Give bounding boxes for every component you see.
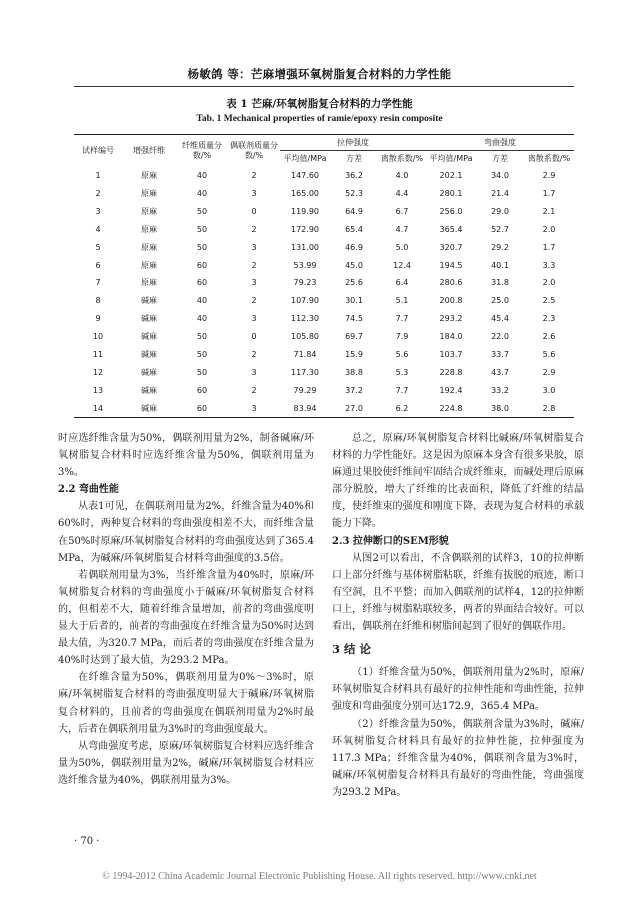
- table-cell: 2.5: [542, 296, 556, 306]
- table-cell: 3: [251, 278, 257, 288]
- table-cell: 3: [251, 314, 257, 324]
- table-cell: 184.0: [439, 332, 463, 342]
- properties-table: [74, 134, 574, 418]
- table-cell: 5.6: [395, 350, 409, 360]
- table-cell: 2: [251, 260, 257, 270]
- table-cell: 131.00: [291, 242, 319, 252]
- paragraph: 时应选纤维含量为50%，偶联剂用量为2%，制备碱麻/环氧树脂复合材料时应选纤维含量为50%，偶联剂用量为3%。: [58, 433, 314, 479]
- table-cell: 21.4: [491, 189, 509, 199]
- header-rule: [74, 86, 574, 87]
- table-cell: 52.3: [345, 189, 363, 199]
- table-cell: 60: [196, 278, 208, 288]
- table-cell: 碱麻: [141, 367, 157, 377]
- table-cell: 10: [92, 332, 104, 342]
- table-cell: 5.0: [395, 242, 409, 252]
- table-cell: 5.1: [395, 296, 409, 306]
- table-cell: 7.7: [395, 314, 409, 324]
- paragraph: （2）纤维含量为50%，偶联剂含量为3%时，碱麻/环氧树脂复合材料具有最好的拉伸性能，拉伸强度为117.3 MPa；纤维含量为40%，偶联剂含量为3%时，碱麻/环氧树脂复合材料具有最好的弯曲性能，弯曲强度为293.2 MPa。: [332, 718, 584, 798]
- table-cell: 4.0: [395, 171, 409, 181]
- group-head-flexural: 弯曲强度: [426, 135, 574, 151]
- table-cell: 202.1: [439, 171, 463, 181]
- col-head-fiber: 增强纤维: [122, 135, 176, 168]
- table-cell: 2.9: [542, 367, 556, 377]
- table-cell: 2.3: [542, 314, 556, 324]
- table-row: [74, 203, 574, 221]
- table-cell: 256.0: [439, 206, 463, 216]
- table-cell: 65.4: [345, 224, 363, 234]
- col-head-id: 试样编号: [74, 135, 122, 168]
- table-cell: 5: [95, 242, 101, 252]
- left-column: [58, 430, 314, 789]
- paragraph: 从表1可见，在偶联剂用量为2%，纤维含量为40%和60%时，两种复合材料的弯曲强度相差不大，而纤维含量在50%时原麻/环氧树脂复合材料的弯曲强度达到了365.4 MPa，为碱麻/环氧树脂复合材料弯曲强度的3.5倍。: [58, 501, 314, 564]
- table-cell: 1.7: [542, 242, 556, 252]
- table-row: [74, 221, 574, 239]
- page-number: · 70 ·: [74, 836, 100, 847]
- table-cell: 33.2: [491, 385, 509, 395]
- table-cell: 117.30: [291, 367, 319, 377]
- table-cell: 原麻: [141, 189, 157, 199]
- table-cell: 2.1: [542, 206, 556, 216]
- table-cell: 36.2: [345, 171, 363, 181]
- table-row: [74, 328, 574, 346]
- table-cell: 50: [196, 367, 208, 377]
- table-cell: 119.90: [291, 206, 319, 216]
- table-cell: 6.4: [395, 278, 409, 288]
- table-cell: 365.4: [439, 224, 463, 234]
- table-cell: 原麻: [141, 224, 157, 234]
- table-cell: 40: [196, 189, 208, 199]
- table-cell: 碱麻: [141, 296, 157, 306]
- table-cell: 2: [251, 171, 257, 181]
- table-cell: 6.2: [378, 400, 426, 418]
- table-cell: 7.9: [395, 332, 409, 342]
- table-cell: 3: [95, 206, 101, 216]
- table-cell: 40.1: [491, 260, 509, 270]
- table-cell: 38.8: [345, 367, 363, 377]
- table-cell: 碱麻: [141, 314, 157, 324]
- table-row: [74, 292, 574, 310]
- table-cell: 40: [196, 171, 208, 181]
- table-cell: 原麻: [141, 242, 157, 252]
- section-heading-2-3: 2.3 拉伸断口的SEM形貌: [332, 535, 449, 547]
- table-cell: 13: [92, 385, 104, 395]
- table-cell: 280.1: [439, 189, 463, 199]
- table-cell: 4.7: [395, 224, 409, 234]
- table-cell: 79.29: [293, 385, 317, 395]
- table-cell: 2.0: [542, 224, 556, 234]
- table-cell: 60: [196, 385, 208, 395]
- col-head-t-disc: 离散系数/%: [380, 154, 424, 164]
- table-cell: 53.99: [293, 260, 317, 270]
- table-cell: 3: [251, 189, 257, 199]
- table-cell: 3: [228, 400, 280, 418]
- section-heading-2-2: 2.2 弯曲性能: [58, 484, 119, 496]
- table-cell: 34.0: [491, 171, 509, 181]
- table-cell: 9: [95, 314, 101, 324]
- table-row: [74, 185, 574, 203]
- table-cell: 50: [196, 224, 208, 234]
- table-cell: 3: [251, 242, 257, 252]
- table-row: [74, 346, 574, 364]
- table-cell: 172.90: [291, 224, 319, 234]
- table-cell: 原麻: [141, 206, 157, 216]
- table-cell: 1.7: [542, 189, 556, 199]
- table-cell: 31.8: [491, 278, 509, 288]
- table-cell: 37.2: [345, 385, 363, 395]
- table-cell: 3.0: [542, 385, 556, 395]
- table-cell: 2.6: [542, 332, 556, 342]
- table-cell: 33.7: [491, 350, 509, 360]
- table-cell: 25.0: [491, 296, 509, 306]
- table-cell: 112.30: [291, 314, 319, 324]
- table-cell: 2.9: [542, 171, 556, 181]
- paragraph: 从弯曲强度考虑，原麻/环氧树脂复合材料应选纤维含量为50%，偶联剂用量为2%，碱麻/环氧树脂复合材料应选纤维含量为40%，偶联剂用量为3%。: [58, 740, 314, 786]
- table-cell: 46.9: [345, 242, 363, 252]
- table-cell: 3: [251, 367, 257, 377]
- table-cell: 74.5: [345, 314, 363, 324]
- table-cell: 29.0: [491, 206, 509, 216]
- table-cell: 60: [196, 260, 208, 270]
- table-cell: 原麻: [141, 278, 157, 288]
- table-cell: 38.0: [476, 400, 524, 418]
- table-cell: 原麻: [141, 260, 157, 270]
- right-column: [332, 430, 584, 801]
- table-cell: 0: [251, 206, 257, 216]
- table-cell: 50: [196, 242, 208, 252]
- table-cell: 71.84: [293, 350, 317, 360]
- table-cell: 7.7: [395, 385, 409, 395]
- col-head-t-var: 方差: [346, 154, 362, 164]
- table-cell: 14: [74, 400, 122, 418]
- paragraph: 若偶联剂用量为3%，当纤维含量为40%时，原麻/环氧树脂复合材料的弯曲强度小于碱麻/环氧树脂复合材料的，但相差不大，随着纤维含量增加，前者的弯曲强度明显大于后者的，前者的弯曲强度在纤维含量为50%时达到最大值，为320.7 MPa，而后者的弯曲强度在纤维含量为40%时达到了最大值，为293.2 MPa。: [58, 569, 314, 667]
- col-head-f-mean: 平均值/MPa: [429, 154, 473, 164]
- col-head-t-mean: 平均值/MPa: [283, 154, 327, 164]
- table-cell: 45.0: [345, 260, 363, 270]
- table-cell: 2: [95, 189, 101, 199]
- table-cell: 2: [251, 296, 257, 306]
- table-row: [74, 239, 574, 257]
- section-heading-3: 3 结 论: [332, 642, 372, 657]
- table-cell: 6: [95, 260, 101, 270]
- table-cell: 0: [251, 332, 257, 342]
- table-caption-en: Tab. 1 Mechanical properties of ramie/epoxy resin composite: [196, 114, 443, 124]
- table-cell: 2: [251, 224, 257, 234]
- table-cell: 224.8: [426, 400, 476, 418]
- table-cell: 320.7: [439, 242, 463, 252]
- table-caption-cn: 表 1 芒麻/环氧树脂复合材料的力学性能: [226, 98, 413, 110]
- table-cell: 45.4: [491, 314, 509, 324]
- table-cell: 4: [95, 224, 101, 234]
- table-cell: 165.00: [291, 189, 319, 199]
- table-cell: 12.4: [393, 260, 411, 270]
- table-cell: 6.7: [395, 206, 409, 216]
- running-header: 杨敏鸽 等：芒麻增强环氧树脂复合材料的力学性能: [187, 67, 452, 81]
- table-cell: 40: [196, 296, 208, 306]
- table-cell: 200.8: [439, 296, 463, 306]
- col-head-fiber-frac: 纤维质量分数/%: [176, 135, 228, 168]
- table-cell: 50: [196, 206, 208, 216]
- paragraph: 总之，原麻/环氧树脂复合材料比碱麻/环氧树脂复合材料的力学性能好。这是因为原麻本身含有很多果胶，原麻通过果胶使纤维间牢固结合成纤维束，而碱处理后原麻部分脱胶，增大了纤维的比表面积，降低了纤维的结晶度，使纤维束的强度和刚度下降，表现为复合材料的承载能力下降。: [332, 433, 584, 530]
- table-cell: 4.4: [395, 189, 409, 199]
- table-cell: 3.3: [542, 260, 556, 270]
- table-cell: 7: [95, 278, 101, 288]
- table-cell: 192.4: [439, 385, 463, 395]
- table-cell: 105.80: [291, 332, 319, 342]
- table-row: [74, 167, 574, 185]
- table-cell: 2.0: [542, 278, 556, 288]
- table-cell: 107.90: [291, 296, 319, 306]
- table-cell: 50: [196, 350, 208, 360]
- table-cell: 1: [95, 171, 101, 181]
- table-cell: 52.7: [491, 224, 509, 234]
- col-head-f-var: 方差: [492, 154, 508, 164]
- table-cell: 原麻: [141, 171, 157, 181]
- table-cell: 11: [92, 350, 104, 360]
- table-cell: 碱麻: [141, 385, 157, 395]
- table-cell: 碱麻: [141, 350, 157, 360]
- table-cell: 147.60: [291, 171, 319, 181]
- col-head-f-disc: 离散系数/%: [527, 154, 571, 164]
- table-cell: 29.2: [491, 242, 509, 252]
- table-cell: 30.1: [345, 296, 363, 306]
- table-cell: 2: [251, 385, 257, 395]
- table-row: [74, 382, 574, 400]
- table-row: [74, 256, 574, 274]
- table-cell: 15.9: [345, 350, 363, 360]
- table-cell: 5.6: [542, 350, 556, 360]
- table-cell: 43.7: [491, 367, 509, 377]
- table-row: [74, 274, 574, 292]
- table-cell: 8: [95, 296, 101, 306]
- table-cell: 2: [251, 350, 257, 360]
- table-cell: 64.9: [345, 206, 363, 216]
- group-head-tensile: 拉伸强度: [280, 135, 426, 151]
- table-cell: 22.0: [491, 332, 509, 342]
- table-cell: 碱麻: [141, 332, 157, 342]
- table-cell: 83.94: [280, 400, 330, 418]
- table-row: [74, 310, 574, 328]
- table-cell: 25.6: [345, 278, 363, 288]
- table-cell: 69.7: [345, 332, 363, 342]
- col-head-coupling: 偶联剂质量分数/%: [228, 135, 280, 168]
- paragraph: （1）纤维含量为50%，偶联剂用量为2%时，原麻/环氧树脂复合材料具有最好的拉伸性能和弯曲性能，拉伸强度和弯曲强度分别可达172.9，365.4 MPa。: [332, 667, 584, 713]
- table-cell: 碱麻: [122, 400, 176, 418]
- table-row: [74, 364, 574, 382]
- table-cell: 12: [92, 367, 104, 377]
- table-cell: 228.8: [439, 367, 463, 377]
- table-cell: 40: [196, 314, 208, 324]
- table-row: [74, 400, 574, 418]
- table-cell: 5.3: [395, 367, 409, 377]
- table-cell: 103.7: [439, 350, 463, 360]
- table-cell: 27.0: [330, 400, 378, 418]
- table-cell: 50: [196, 332, 208, 342]
- table-cell: 79.23: [293, 278, 317, 288]
- paragraph: 在纤维含量为50%，偶联剂用量为0%～3%时，原麻/环氧树脂复合材料的弯曲强度明显大于碱麻/环氧树脂复合材料的，且前者的弯曲强度在偶联剂用量为2%时最大，后者在偶联剂用量为3%时的弯曲强度最大。: [58, 672, 314, 735]
- table-cell: 194.5: [439, 260, 463, 270]
- table-cell: 2.8: [524, 400, 574, 418]
- table-cell: 60: [176, 400, 228, 418]
- copyright-footer: © 1994-2012 China Academic Journal Electronic Publishing House. All rights reserved. http://www.cnki.net: [102, 871, 537, 882]
- table-cell: 280.6: [439, 278, 463, 288]
- paragraph: 从图2可以看出，不含偶联剂的试样3，10的拉伸断口上部分纤维与基体树脂粘联，纤维有拔脱的痕迹，断口有空洞，且不平整；而加入偶联剂的试样4，12的拉伸断口上，纤维与树脂粘联较多，两者的界面结合较好。可以看出，偶联剂在纤维和树脂间起到了很好的偶联作用。: [332, 552, 584, 633]
- table-cell: 293.2: [439, 314, 463, 324]
